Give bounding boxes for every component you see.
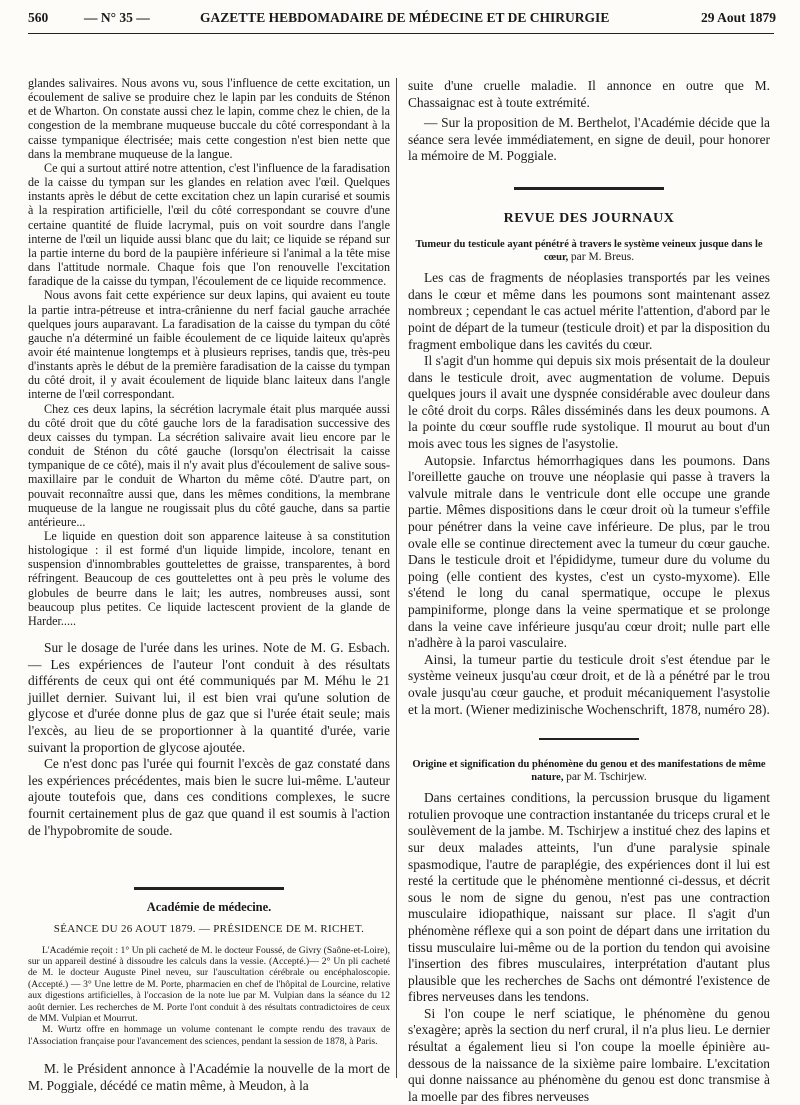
president-paragraph: M. le Président annonce à l'Académie la nouvelle de la mort de M. Poggiale, décédé ce matin même, à Meudon, à la (28, 1061, 390, 1093)
issue-number: — N° 35 — (84, 10, 150, 25)
paragraph: — Sur la proposition de M. Berthelot, l'Académie décide que la séance sera levée immédiatement, en signe de deuil, pour honorer la mémoire de M. Poggiale. (408, 115, 770, 164)
issue-date: 29 Aout 1879 (700, 10, 776, 25)
right-column (408, 78, 770, 1105)
page-header (28, 10, 776, 40)
academy-title: Académie de médecine. (146, 900, 272, 915)
article-byline: par M. Tschirjew. (566, 771, 647, 784)
paragraph: Le liquide en question doit son apparence laiteuse à sa constitution histologique : il est formé d'un liquide limpide, incolore, tenant en suspension d'innombrables gouttelettes de graisse, transparentes, à bord réfringent. Beaucoup de ces gouttelettes ont à peu près le volume des globules de beurre dans le lait; les autres, nombreuses aussi, sont beaucoup plus petites. Ce liquide lactescent provient de la glande de Harder..... (28, 529, 390, 628)
academy-note: M. Wurtz offre en hommage un volume contenant le compte rendu des travaux de l'Association française pour l'avancement des sciences, pendant la session de 1878, à Paris. (28, 1024, 390, 1047)
left-column (28, 76, 390, 1094)
journal-title: GAZETTE HEBDOMADAIRE DE MÉDECINE ET DE CHIRURGIE (200, 10, 610, 25)
section-separator (134, 887, 284, 890)
paragraph: suite d'une cruelle maladie. Il annonce en outre que M. Chassaignac est à toute extrémité. (408, 78, 770, 110)
paragraph: Autopsie. Infarctus hémorrhagiques dans les poumons. Dans l'oreillette gauche on trouve une néoplasie qui passe à travers la valvule mitrale dans le ventricule dont elle occupe une grande partie. Mêmes dispositions dans le cœur droit où la tumeur s'effile pour pénétrer dans la veine cave inférieure. De plus, par le trou ovale elle se continue directement avec la tumeur du cœur gauche. Dans le testicule droit et l'épididyme, tumeur dure du volume du poing (elle contient des kystes, c'est un cysto-myxome). Elle s'étend le long du canal spermatique, occupe le plexus pampiniforme, plonge dans la veine spermatique et se prolonge dans la veine cave inférieure jusqu'au cœur droit; nulle part elle n'adhère à la paroi vasculaire. (408, 452, 770, 651)
page-number: 560 (28, 10, 49, 25)
uree-note: Ce n'est donc pas l'urée qui fournit l'excès de gaz constaté dans les expériences précédentes, mais bien le sucre lui-même. L'auteur ajoute toutefois que, dans ces conditions complexes, le sucre fournit certainement plus de gaz que quand il est soumis à l'action de l'hypobromite de soude. (28, 756, 390, 838)
column-divider (396, 78, 397, 1078)
article-separator (539, 738, 639, 740)
paragraph: Chez ces deux lapins, la sécrétion lacrymale était plus marquée aussi du côté droit que du côté gauche lors de la faradisation successive des deux caisses du tympan. La sécrétion salivaire avait lieu encore par le conduit de Sténon du côté gauche (lorsqu'on électrisait la caisse tympanique de ce côté), mais il n'y avait plus d'écoulement de salive sous-maxillaire par le conduit de Wharton du même côté. D'autre part, on pouvait reconnaître aussi que, dans les mêmes conditions, la membrane muqueuse de la langue ne rougissait plus du côté gauche, dans sa partie antérieure... (28, 401, 390, 529)
paragraph: Dans certaines conditions, la percussion brusque du ligament rotulien provoque une contraction instantanée du triceps crural et le soulèvement de la jambe. M. Tschirjew a institué chez des lapins et sur deux malades atteints, l'un d'une paralysie spinale spasmodique, l'autre de paraplégie, des expériences dont il lui est resté la certitude que le phénomène mentionné ci-dessus, et décrit sous le nom de signe du genou, n'est pas une contraction musculaire idiopathique, naissant sur place. Il s'agit d'un phénomène réflexe qui a son point de départ dans une irritation du tissu musculaire lui-même ou de la portion du tendon qui avoisine l'insertion des fibres musculaires, interprétation d'autant plus plausible que les recherches de Sachs ont démontré l'existence de fibres nerveuses dans les tendons. (408, 790, 770, 1005)
paragraph: Nous avons fait cette expérience sur deux lapins, qui avaient eu toute la partie intra-pétreuse et intra-crânienne du nerf facial gauche arrachée quelques jours auparavant. La faradisation de la caisse du tympan du côté gauche n'a déterminé un faible écoulement de ce liquide laiteux qu'après avoir été maintenue longtemps et à plusieurs reprises, tandis que, très-peu d'instants après le début de la première faradisation de la caisse du tympan du côté droit, il y avait écoulement de liquide blanc laiteux dans l'angle interne de l'œil correspondant. (28, 288, 390, 402)
paragraph: glandes salivaires. Nous avons vu, sous l'influence de cette excitation, un écoulement de salive se produire chez le lapin par les conduits de Sténon et de Wharton. On constate aussi chez le lapin, comme chez le chien, de la congestion de la membrane muqueuse buccale du côté correspondant à la caisse tympanique électrisée; mais cette congestion n'est bien nette que dans la membrane muqueuse de la langue. (28, 76, 390, 161)
article-title (408, 758, 770, 784)
section-separator (514, 187, 664, 190)
uree-note: Sur le dosage de l'urée dans les urines. Note de M. G. Esbach. — Les expériences de l'auteur l'ont conduit à des résultats différents de ceux qui ont été communiqués par M. Méhu le 21 juillet dernier. Suivant lui, il est bien vrai qu'une solution de glycose et d'urée donne plus de gaz que si l'urée était seule; mais l'excès, au lieu de se proportionner à la quantité d'urée, varie suivant la proportion de glycose ajoutée. (28, 640, 390, 755)
section-title: REVUE DES JOURNAUX (503, 210, 675, 226)
seance-heading: SÉANCE DU 26 AOUT 1879. — PRÉSIDENCE DE M. RICHET. (53, 923, 365, 936)
academy-note: L'Académie reçoit : 1° Un pli cacheté de M. le docteur Foussé, de Givry (Saône-et-Loire), sur un appareil destiné à dissoudre les calculs dans la vessie. (Accepté.)— 2° Un pli cacheté de M. le docteur Auguste Pinel neveu, sur l'auscultation cérébrale ou encéphaloscopie. (Accepté.) — 3° Une lettre de M. Porte, pharmacien en chef de l'hôpital de Lourcine, relative aux digestions artificielles, à l'occasion de la note lue par M. Vulpian dans la séance du 12 août dernier. Les recherches de M. Porte l'ont conduit à des résultats contradictoires de ceux de MM. Vulpian et Mourrut. (28, 944, 390, 1024)
article-title-text: Origine et signification du phénomène du genou et des manifestations de même nature, (412, 759, 766, 784)
article-byline: par M. Breus. (570, 251, 635, 264)
article-title (408, 238, 770, 264)
paragraph: Ce qui a surtout attiré notre attention, c'est l'influence de la faradisation de la caisse du tympan sur les glandes en relation avec l'œil. Quelques instants après le début de cette excitation chez un lapin curarisé et soumis à la respiration artificielle, l'œil du côté correspondant se couvre d'une certaine quantité de fluide lacrymal, puis on voit sourdre dans l'angle interne de l'œil un liquide aussi blanc que du lait; ce liquide se répand sur la partie interne du bord de la paupière inférieure si l'animal a la tête mise dans l'attitude normale. Chaque fois que l'on renouvelle l'excitation faradique de la caisse du tympan, l'écoulement de ce liquide recommence. (28, 160, 390, 289)
paragraph: Si l'on coupe le nerf sciatique, le phénomène du genou s'exagère; après la section du nerf crural, il n'a plus lieu. Le dernier résultat a également lieu si l'on coupe la moelle épinière au-dessous de la naissance de la sixième paire lombaire. L'excitation qui donne naissance au phénomène du genou est donc transmise à la moelle par des fibres nerveuses (408, 1005, 770, 1104)
paragraph: Il s'agit d'un homme qui depuis six mois présentait de la douleur dans le testicule droit, avec augmentation de volume. Depuis quelques jours il avait une dyspnée considérable avec douleur dans le côté droit du corps. Râles disséminés dans les deux poumons. A la pointe du cœur souffle rude systolique. Il mourut au bout d'un mois avec tous les signes de l'asystolie. (408, 353, 770, 452)
header-rule (28, 33, 774, 34)
paragraph: Les cas de fragments de néoplasies transportés par les veines dans le cœur et même dans les poumons sont maintenant assez nombreux ; cependant le cas actuel mérite l'attention, d'abord par le point de départ de la tumeur (testicule droit) et par la disposition du fragment embolique dans les cavités du cœur. (408, 270, 770, 352)
academy-notes (28, 945, 390, 1048)
article-title-text: Tumeur du testicule ayant pénétré à travers le système veineux jusque dans le cœur, (415, 239, 763, 264)
paragraph: Ainsi, la tumeur partie du testicule droit s'est étendue par le système veineux jusqu'au cœur droit, et de là a pénétré par le trou ovale jusqu'au cœur gauche, et produit mécaniquement l'asystolie et la mort. (Wiener medizinische Wochenschrift, 1878, numéro 28). (408, 651, 770, 717)
